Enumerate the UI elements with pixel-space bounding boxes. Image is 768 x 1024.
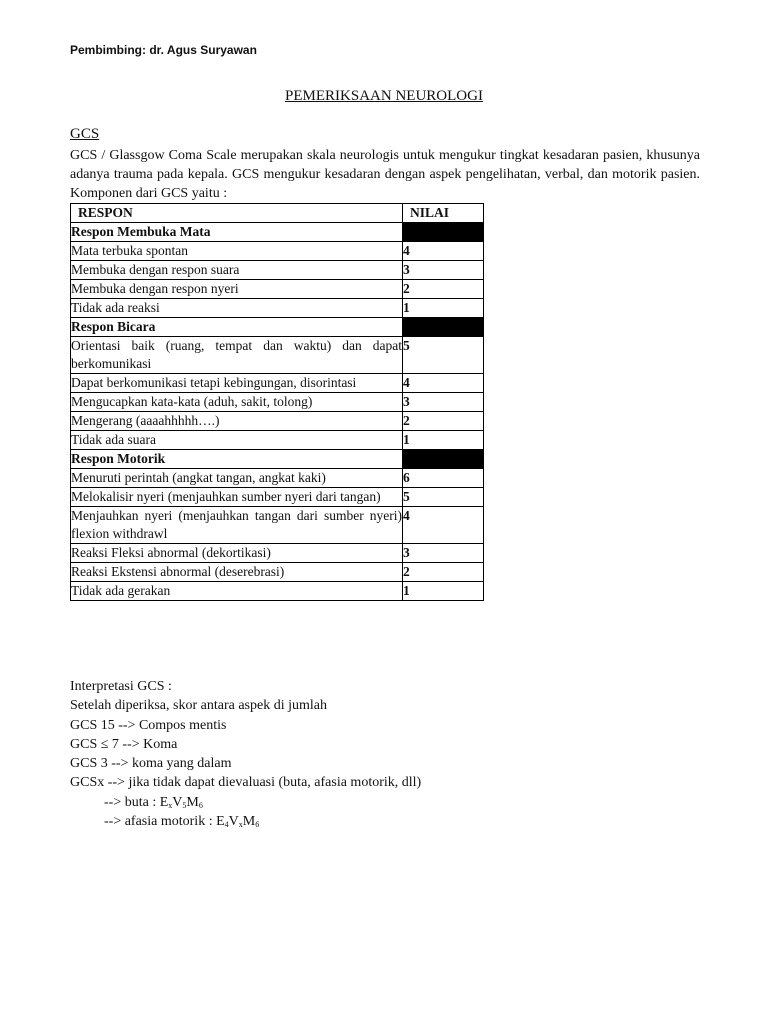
item-desc: Membuka dengan respon suara: [71, 261, 403, 280]
afasia-prefix: --> afasia motorik :: [104, 814, 217, 830]
item-desc: Orientasi baik (ruang, tempat dan waktu) dan dapat berkomunikasi: [71, 337, 403, 374]
table-row: [71, 280, 484, 299]
item-desc: Mengerang (aaaahhhhh….): [71, 412, 403, 431]
table-row: [71, 582, 484, 601]
category-row: [71, 318, 484, 337]
header-nilai: NILAI: [403, 204, 484, 223]
category-row: [71, 223, 484, 242]
category-blank-cell: [403, 450, 484, 469]
interpretation-line: GCSx --> jika tidak dapat dievaluasi (buta, afasia motorik, dll): [70, 775, 422, 791]
item-desc: Melokalisir nyeri (menjauhkan sumber nyeri dari tangan): [71, 488, 403, 507]
category-blank-cell: [403, 318, 484, 337]
table-row: [71, 488, 484, 507]
item-value: 4: [403, 374, 484, 393]
item-desc: Reaksi Ekstensi abnormal (deserebrasi): [71, 563, 403, 582]
item-value: 4: [403, 242, 484, 261]
interpretation-line: GCS 15 --> Compos mentis: [70, 717, 227, 733]
item-desc: Tidak ada gerakan: [71, 582, 403, 601]
item-value: 5: [403, 488, 484, 507]
table-header-row: [71, 204, 484, 223]
score-e-sub: 4: [224, 820, 229, 830]
score-m: M: [186, 794, 199, 810]
table-row: [71, 412, 484, 431]
interpretation-line: GCS 3 --> koma yang dalam: [70, 756, 232, 772]
item-desc: Membuka dengan respon nyeri: [71, 280, 403, 299]
item-desc: Menjauhkan nyeri (menjauhkan tangan dari sumber nyeri) flexion withdrawl: [71, 507, 403, 544]
gcsx-afasia-line: [70, 812, 421, 831]
score-e: E: [216, 814, 225, 830]
item-value: 1: [403, 431, 484, 450]
score-v: V: [172, 794, 183, 810]
section-title-gcs: GCS: [70, 126, 100, 142]
table-row: [71, 544, 484, 563]
category-motor-label: Respon Motorik: [71, 450, 403, 469]
score-m-sub: 6: [198, 800, 203, 810]
table-row: [71, 337, 484, 374]
gcs-table: [70, 203, 484, 601]
item-value: 3: [403, 393, 484, 412]
item-desc: Menuruti perintah (angkat tangan, angkat kaki): [71, 469, 403, 488]
item-value: 1: [403, 299, 484, 318]
category-eye-label: Respon Membuka Mata: [71, 223, 403, 242]
item-value: 2: [403, 412, 484, 431]
item-value: 2: [403, 563, 484, 582]
item-value: 5: [403, 337, 484, 374]
supervisor-line: Pembimbing: dr. Agus Suryawan: [70, 43, 257, 57]
header-respon: RESPON: [71, 204, 403, 223]
item-desc: Reaksi Fleksi abnormal (dekortikasi): [71, 544, 403, 563]
item-desc: Tidak ada reaksi: [71, 299, 403, 318]
table-row: [71, 261, 484, 280]
item-value: 6: [403, 469, 484, 488]
item-desc: Tidak ada suara: [71, 431, 403, 450]
table-row: [71, 469, 484, 488]
score-v-sub: 5: [182, 800, 187, 810]
gcs-intro-paragraph: GCS / Glassgow Coma Scale merupakan skala neurologis untuk mengukur tingkat kesadaran pasien, khusunya adanya trauma pada kepala. GCS mengukur kesadaran dengan aspek pengelihatan, verbal, dan motorik pasien. Komponen dari GCS yaitu :: [70, 148, 700, 201]
item-value: 2: [403, 280, 484, 299]
interpretation-line: Setelah diperiksa, skor antara aspek di jumlah: [70, 698, 327, 714]
gcsx-buta-line: [70, 793, 421, 812]
item-desc: Dapat berkomunikasi tetapi kebingungan, disorintasi: [71, 374, 403, 393]
table-row: [71, 299, 484, 318]
score-m-sub: 6: [255, 820, 260, 830]
category-row: [71, 450, 484, 469]
category-blank-cell: [403, 223, 484, 242]
buta-prefix: --> buta :: [104, 794, 160, 810]
table-row: [71, 242, 484, 261]
score-v-sub: x: [238, 820, 243, 830]
table-row: [71, 393, 484, 412]
item-value: 3: [403, 261, 484, 280]
table-row: [71, 431, 484, 450]
category-verbal-label: Respon Bicara: [71, 318, 403, 337]
interpretation-line: GCS ≤ 7 --> Koma: [70, 736, 178, 752]
table-row: [71, 507, 484, 544]
score-e: E: [159, 794, 169, 810]
item-value: 3: [403, 544, 484, 563]
table-row: [71, 563, 484, 582]
interpretation-title: Interpretasi GCS :: [70, 679, 172, 694]
item-desc: Mengucapkan kata-kata (aduh, sakit, tolong): [71, 393, 403, 412]
score-e-sub: x: [168, 800, 173, 810]
interpretation-block: [70, 677, 421, 831]
score-m: M: [242, 814, 256, 830]
table-row: [71, 374, 484, 393]
item-value: 1: [403, 582, 484, 601]
document-title: PEMERIKSAAN NEUROLOGI: [285, 88, 483, 104]
item-value: 4: [403, 507, 484, 544]
score-v: V: [228, 814, 239, 830]
item-desc: Mata terbuka spontan: [71, 242, 403, 261]
